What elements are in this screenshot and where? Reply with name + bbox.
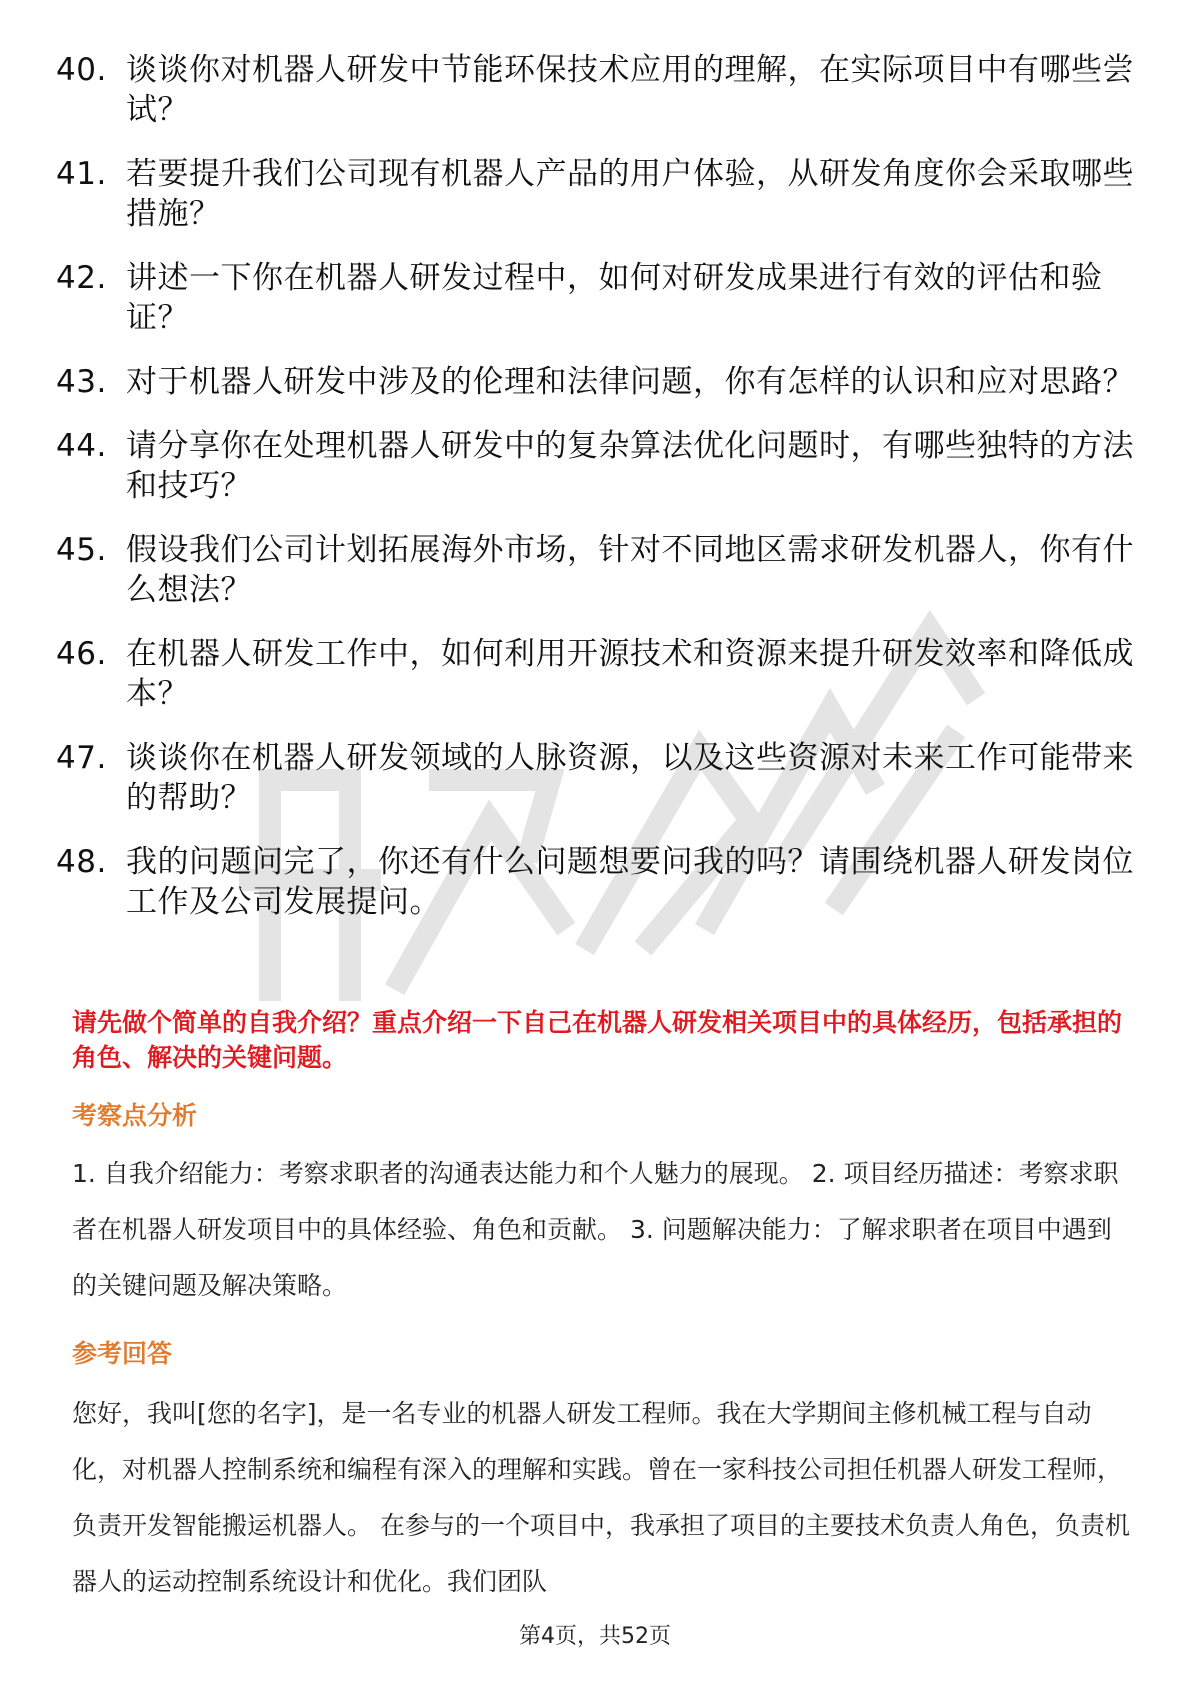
- question-item: [56, 738, 1136, 818]
- question-number: 47.: [56, 740, 107, 776]
- question-text: 讲述一下你在机器人研发过程中，如何对研发成果进行有效的评估和验证？: [126, 260, 1103, 336]
- question-item: [56, 258, 1136, 338]
- question-list: [56, 50, 1136, 946]
- question-number: 41.: [56, 156, 107, 192]
- question-number: 43.: [56, 364, 107, 400]
- question-number: 45.: [56, 532, 107, 568]
- question-number: 48.: [56, 844, 107, 880]
- question-item: [56, 154, 1136, 234]
- question-item: [56, 50, 1136, 130]
- highlight-question: 请先做个简单的自我介绍？重点介绍一下自己在机器人研发相关项目中的具体经历，包括承担的角色、解决的关键问题。: [72, 1008, 1123, 1072]
- question-number: 42.: [56, 260, 107, 296]
- question-item: [56, 842, 1136, 922]
- analysis-body: 1. 自我介绍能力：考察求职者的沟通表达能力和个人魅力的展现。 2. 项目经历描述：考察求职者在机器人研发项目中的具体经验、角色和贡献。 3. 问题解决能力：了解求职者在项目中遇到的关键问题及解决策略。: [72, 1159, 1119, 1300]
- analysis-title: 考察点分析: [72, 1101, 198, 1130]
- question-item: [56, 530, 1136, 610]
- question-text: 对于机器人研发中涉及的伦理和法律问题，你有怎样的认识和应对思路？: [126, 364, 1134, 400]
- question-item: [56, 426, 1136, 506]
- question-text: 假设我们公司计划拓展海外市场，针对不同地区需求研发机器人，你有什么想法？: [126, 532, 1134, 608]
- page-footer: 第4页，共52页: [519, 1624, 671, 1649]
- question-text: 谈谈你对机器人研发中节能环保技术应用的理解，在实际项目中有哪些尝试？: [126, 52, 1134, 128]
- question-number: 40.: [56, 52, 107, 88]
- question-text: 我的问题问完了，你还有什么问题想要问我的吗？请围绕机器人研发岗位工作及公司发展提问。: [126, 844, 1134, 920]
- answer-title: 参考回答: [72, 1339, 173, 1368]
- question-text: 谈谈你在机器人研发领域的人脉资源，以及这些资源对未来工作可能带来的帮助？: [126, 740, 1134, 816]
- question-text: 请分享你在处理机器人研发中的复杂算法优化问题时，有哪些独特的方法和技巧？: [126, 428, 1134, 504]
- question-item: [56, 634, 1136, 714]
- question-item: [56, 362, 1136, 402]
- answer-body: 您好，我叫[您的名字]，是一名专业的机器人研发工程师。我在大学期间主修机械工程与自动化，对机器人控制系统和编程有深入的理解和实践。曾在一家科技公司担任机器人研发工程师，负责开发智能搬运机器人。 在参与的一个项目中，我承担了项目的主要技术负责人角色，负责机器人的运动控制系统设计和优化。我们团队: [72, 1399, 1130, 1596]
- question-text: 在机器人研发工作中，如何利用开源技术和资源来提升研发效率和降低成本？: [126, 636, 1134, 712]
- question-number: 46.: [56, 636, 107, 672]
- question-number: 44.: [56, 428, 107, 464]
- question-text: 若要提升我们公司现有机器人产品的用户体验，从研发角度你会采取哪些措施？: [126, 156, 1134, 232]
